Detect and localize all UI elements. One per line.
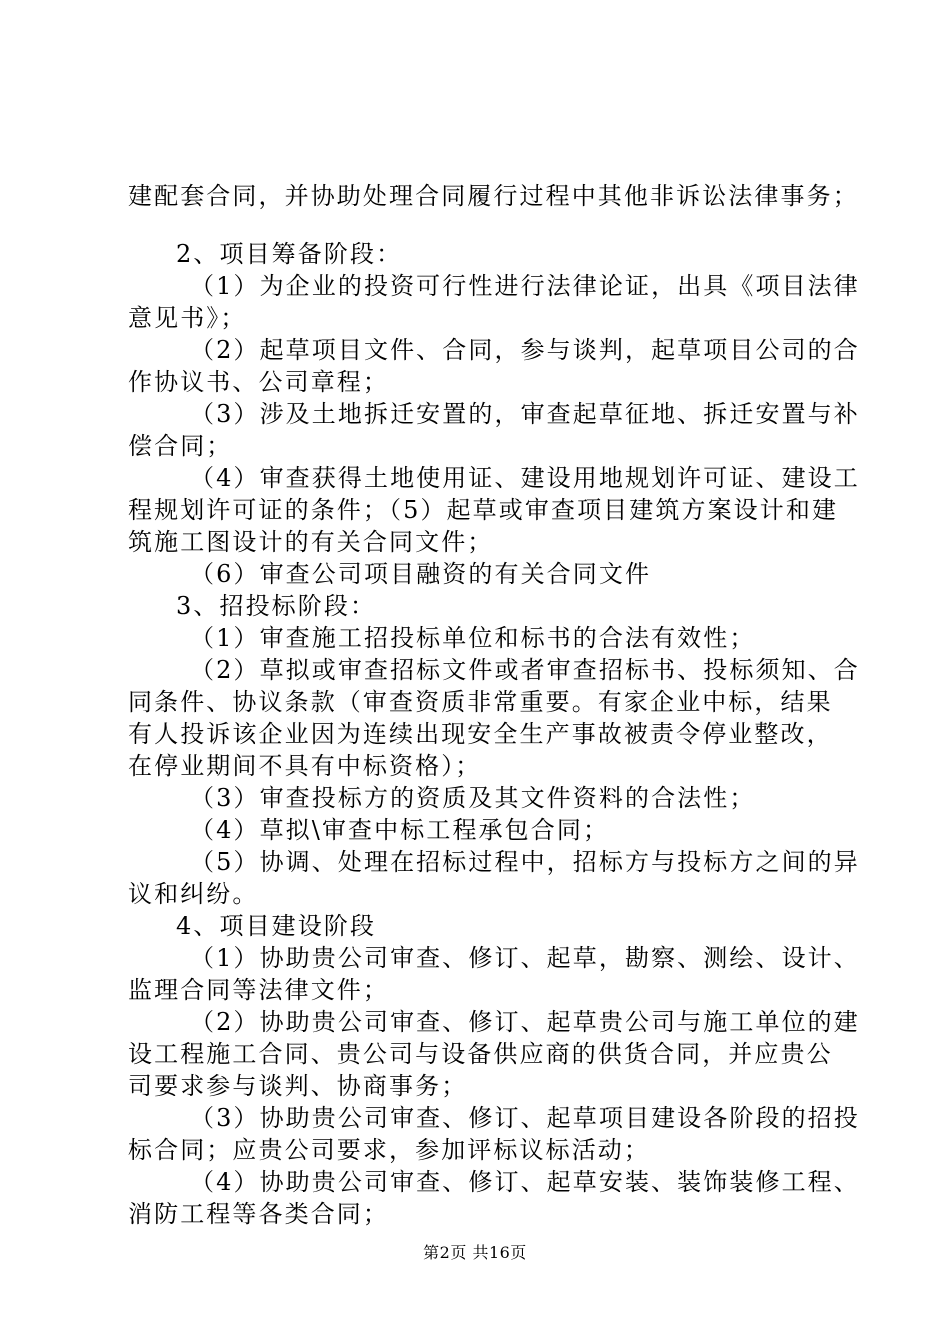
section-heading: 4、项目建设阶段 <box>176 912 377 940</box>
paragraph-line: （5）协调、处理在招标过程中，招标方与投标方之间的异 <box>190 848 860 876</box>
paragraph-line: 标合同；应贵公司要求，参加评标议标活动； <box>128 1136 650 1164</box>
paragraph-line: 消防工程等各类合同； <box>128 1200 389 1228</box>
paragraph-line: 同条件、协议条款（审查资质非常重要。有家企业中标，结果 <box>128 688 833 716</box>
paragraph-line: 议和纠纷。 <box>128 880 259 908</box>
paragraph-line: 有人投诉该企业因为连续出现安全生产事故被责令停业整改， <box>128 720 833 748</box>
paragraph-line: （1）为企业的投资可行性进行法律论证，出具《项目法律 <box>190 272 860 300</box>
paragraph-line: （4）草拟\审查中标工程承包合同； <box>190 816 610 844</box>
paragraph-line: （1）协助贵公司审查、修订、起草，勘察、测绘、设计、 <box>190 944 860 972</box>
paragraph-line: （1）审查施工招投标单位和标书的合法有效性； <box>190 624 756 652</box>
paragraph-line: 设工程施工合同、贵公司与设备供应商的供货合同，并应贵公 <box>128 1040 833 1068</box>
section-heading: 3、招投标阶段： <box>176 592 377 620</box>
paragraph-line: 司要求参与谈判、协商事务； <box>128 1072 468 1100</box>
paragraph-line: （4）协助贵公司审查、修订、起草安装、装饰装修工程、 <box>190 1168 860 1196</box>
paragraph-line: （3）涉及土地拆迁安置的，审查起草征地、拆迁安置与补 <box>190 400 860 428</box>
paragraph-line: 程规划许可证的条件；（5）起草或审查项目建筑方案设计和建 <box>128 496 839 524</box>
paragraph-line: 在停业期间不具有中标资格）； <box>128 752 482 780</box>
paragraph-line: （3）审查投标方的资质及其文件资料的合法性； <box>190 784 756 812</box>
paragraph-line: （2）起草项目文件、合同，参与谈判，起草项目公司的合 <box>190 336 860 364</box>
paragraph-line: 筑施工图设计的有关合同文件； <box>128 528 494 556</box>
paragraph-line: 意见书》； <box>128 304 247 332</box>
paragraph-line: （2）草拟或审查招标文件或者审查招标书、投标须知、合 <box>190 656 860 684</box>
paragraph-line: 建配套合同，并协助处理合同履行过程中其他非诉讼法律事务； <box>128 182 859 210</box>
paragraph-line: 作协议书、公司章程； <box>128 368 389 396</box>
paragraph-line: （6）审查公司项目融资的有关合同文件 <box>190 560 652 588</box>
page-footer: 第2页 共16页 <box>423 1243 527 1262</box>
section-heading: 2、项目筹备阶段： <box>176 240 403 268</box>
paragraph-line: （2）协助贵公司审查、修订、起草贵公司与施工单位的建 <box>190 1008 860 1036</box>
paragraph-line: 监理合同等法律文件； <box>128 976 389 1004</box>
paragraph-line: （4）审查获得土地使用证、建设用地规划许可证、建设工 <box>190 464 860 492</box>
paragraph-line: （3）协助贵公司审查、修订、起草项目建设各阶段的招投 <box>190 1104 860 1132</box>
paragraph-line: 偿合同； <box>128 432 233 460</box>
